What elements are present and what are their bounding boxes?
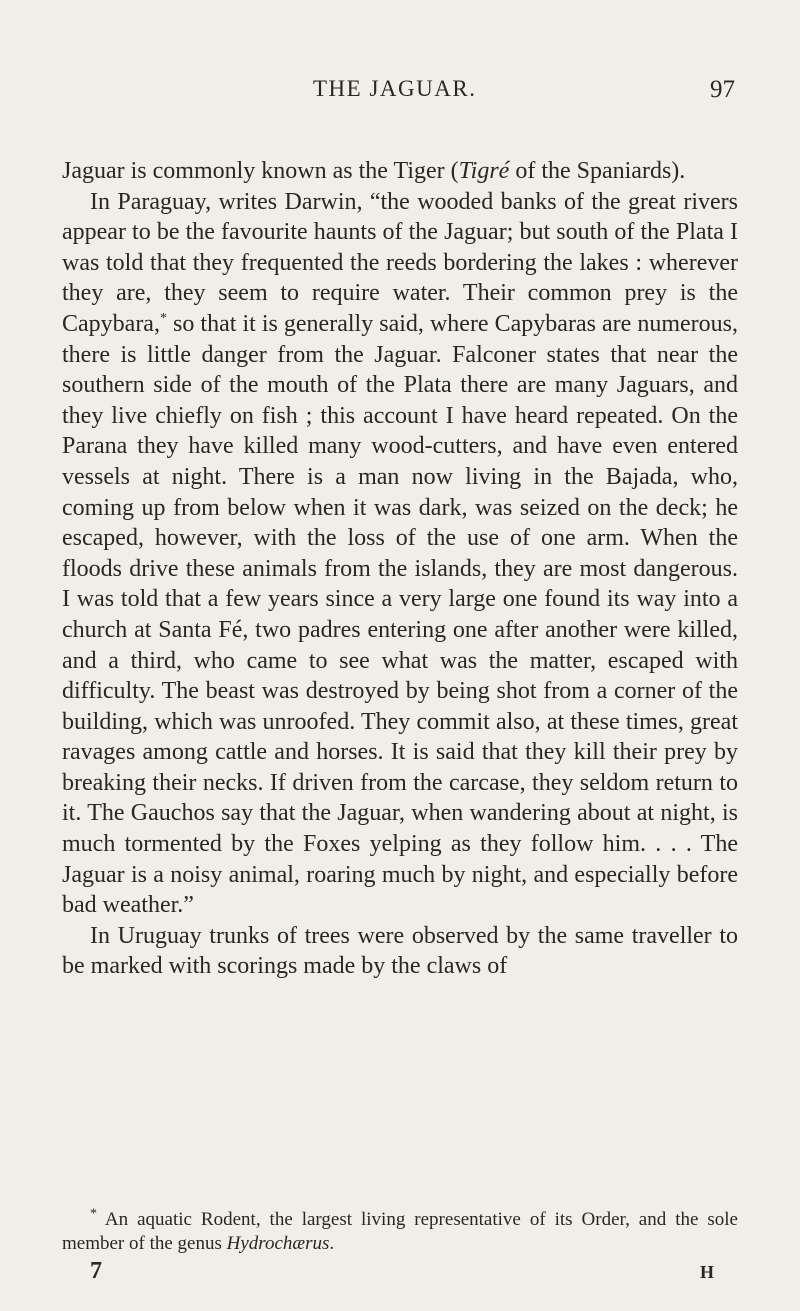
footnote-text-end: . bbox=[329, 1233, 335, 1254]
signature-number: 7 bbox=[90, 1258, 102, 1284]
footnote-italic-genus: Hydrochærus bbox=[226, 1233, 330, 1254]
paragraph-2-text: In Paraguay, writes Darwin, “the wooded banks of the great rivers appear to be the favourite haunts of the Jaguar; but south of the Plata I was told that they frequented the reeds bordering the lakes : wherever they are, they seem to require water. Their common prey is the Capybara, bbox=[62, 188, 738, 337]
italic-term-tigre: Tigré bbox=[458, 158, 510, 184]
page-number: 97 bbox=[710, 76, 735, 103]
paragraph-3: In Uruguay trunks of trees were observed by the same traveller to be marked with scorings made by the claws of bbox=[62, 922, 738, 980]
paragraph-2-text-cont: so that it is generally said, where Capybaras are numerous, there is little danger from the Jaguar. Falconer states that near the southern side of the mouth of the Plata there are many Jaguars, and they live chiefly on fish ; this account I have heard repeated. On the Parana they have killed many wood-cutters, and have even entered vessels at night. There is a man now living in the Bajada, who, coming up from below when it was dark, was seized on the deck; he escaped, however, with the loss of the use of one arm. When the floods drive these animals from the islands, they are most dangerous. I was told that a few years since a very large one found its way into a church at Santa Fé, two padres entering one after another were killed, and a third, who came to see what was the matter, escaped with difficulty. The beast was destroyed by being shot from a corner of the building, which was unroofed. They commit also, at these times, great ravages among cattle and horses. It is said that they kill their prey by breaking their necks. If driven from the carcase, they seldom return to it. The Gauchos say that the Jaguar, when wandering about at night, is much tormented by the Foxes yelping as they follow him. . . . The Jaguar is a noisy animal, roaring much by night, and especially before bad weather.” bbox=[62, 310, 738, 919]
footnote-text: An aquatic Rodent, the largest living representative of its Order, and the sole member of the genus bbox=[62, 1209, 738, 1254]
signature-letter: H bbox=[700, 1262, 715, 1282]
paragraph-2 bbox=[62, 187, 738, 921]
footnote-mark: * bbox=[90, 1206, 97, 1222]
main-text bbox=[62, 156, 738, 982]
footnote bbox=[62, 1208, 738, 1256]
paragraph-1-text: Jaguar is commonly known as the Tiger ( bbox=[62, 158, 459, 184]
footnote-reference: * bbox=[159, 310, 167, 326]
paragraph-1-text-end: of the Spaniards). bbox=[509, 158, 686, 184]
paragraph-1 bbox=[62, 156, 738, 187]
running-head: THE JAGUAR. bbox=[313, 76, 477, 101]
